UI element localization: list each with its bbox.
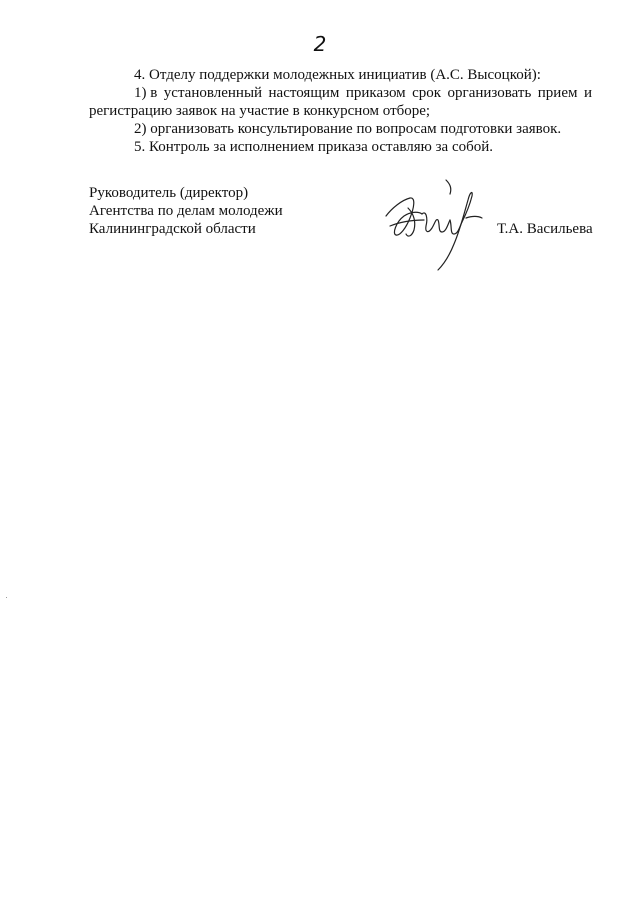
position-line-3: Калининградской области <box>89 221 256 237</box>
word: 1) в <box>134 85 158 101</box>
scan-speck <box>6 597 7 598</box>
word: организовать <box>447 85 532 101</box>
word: настоящим <box>268 85 340 101</box>
paragraph-4: 4. Отделу поддержки молодежных инициатив (А.С. Высоцкой): <box>134 67 541 83</box>
handwritten-signature <box>380 178 490 273</box>
page-number: 2 <box>313 32 327 56</box>
position-line-2: Агентства по делам молодежи <box>89 203 283 219</box>
paragraph-4-1-continuation: регистрацию заявок на участие в конкурсном отборе; <box>89 103 431 119</box>
word: прием <box>537 85 578 101</box>
word: срок <box>412 85 442 101</box>
paragraph-4-1 <box>134 84 592 102</box>
signer-name: Т.А. Васильева <box>497 221 593 237</box>
position-line-1: Руководитель (директор) <box>89 185 249 201</box>
word: приказом <box>345 85 406 101</box>
word: установленный <box>163 85 263 101</box>
word: и <box>583 85 592 101</box>
paragraph-5: 5. Контроль за исполнением приказа оставляю за собой. <box>134 139 494 155</box>
paragraph-4-2: 2) организовать консультирование по вопросам подготовки заявок. <box>134 121 562 137</box>
